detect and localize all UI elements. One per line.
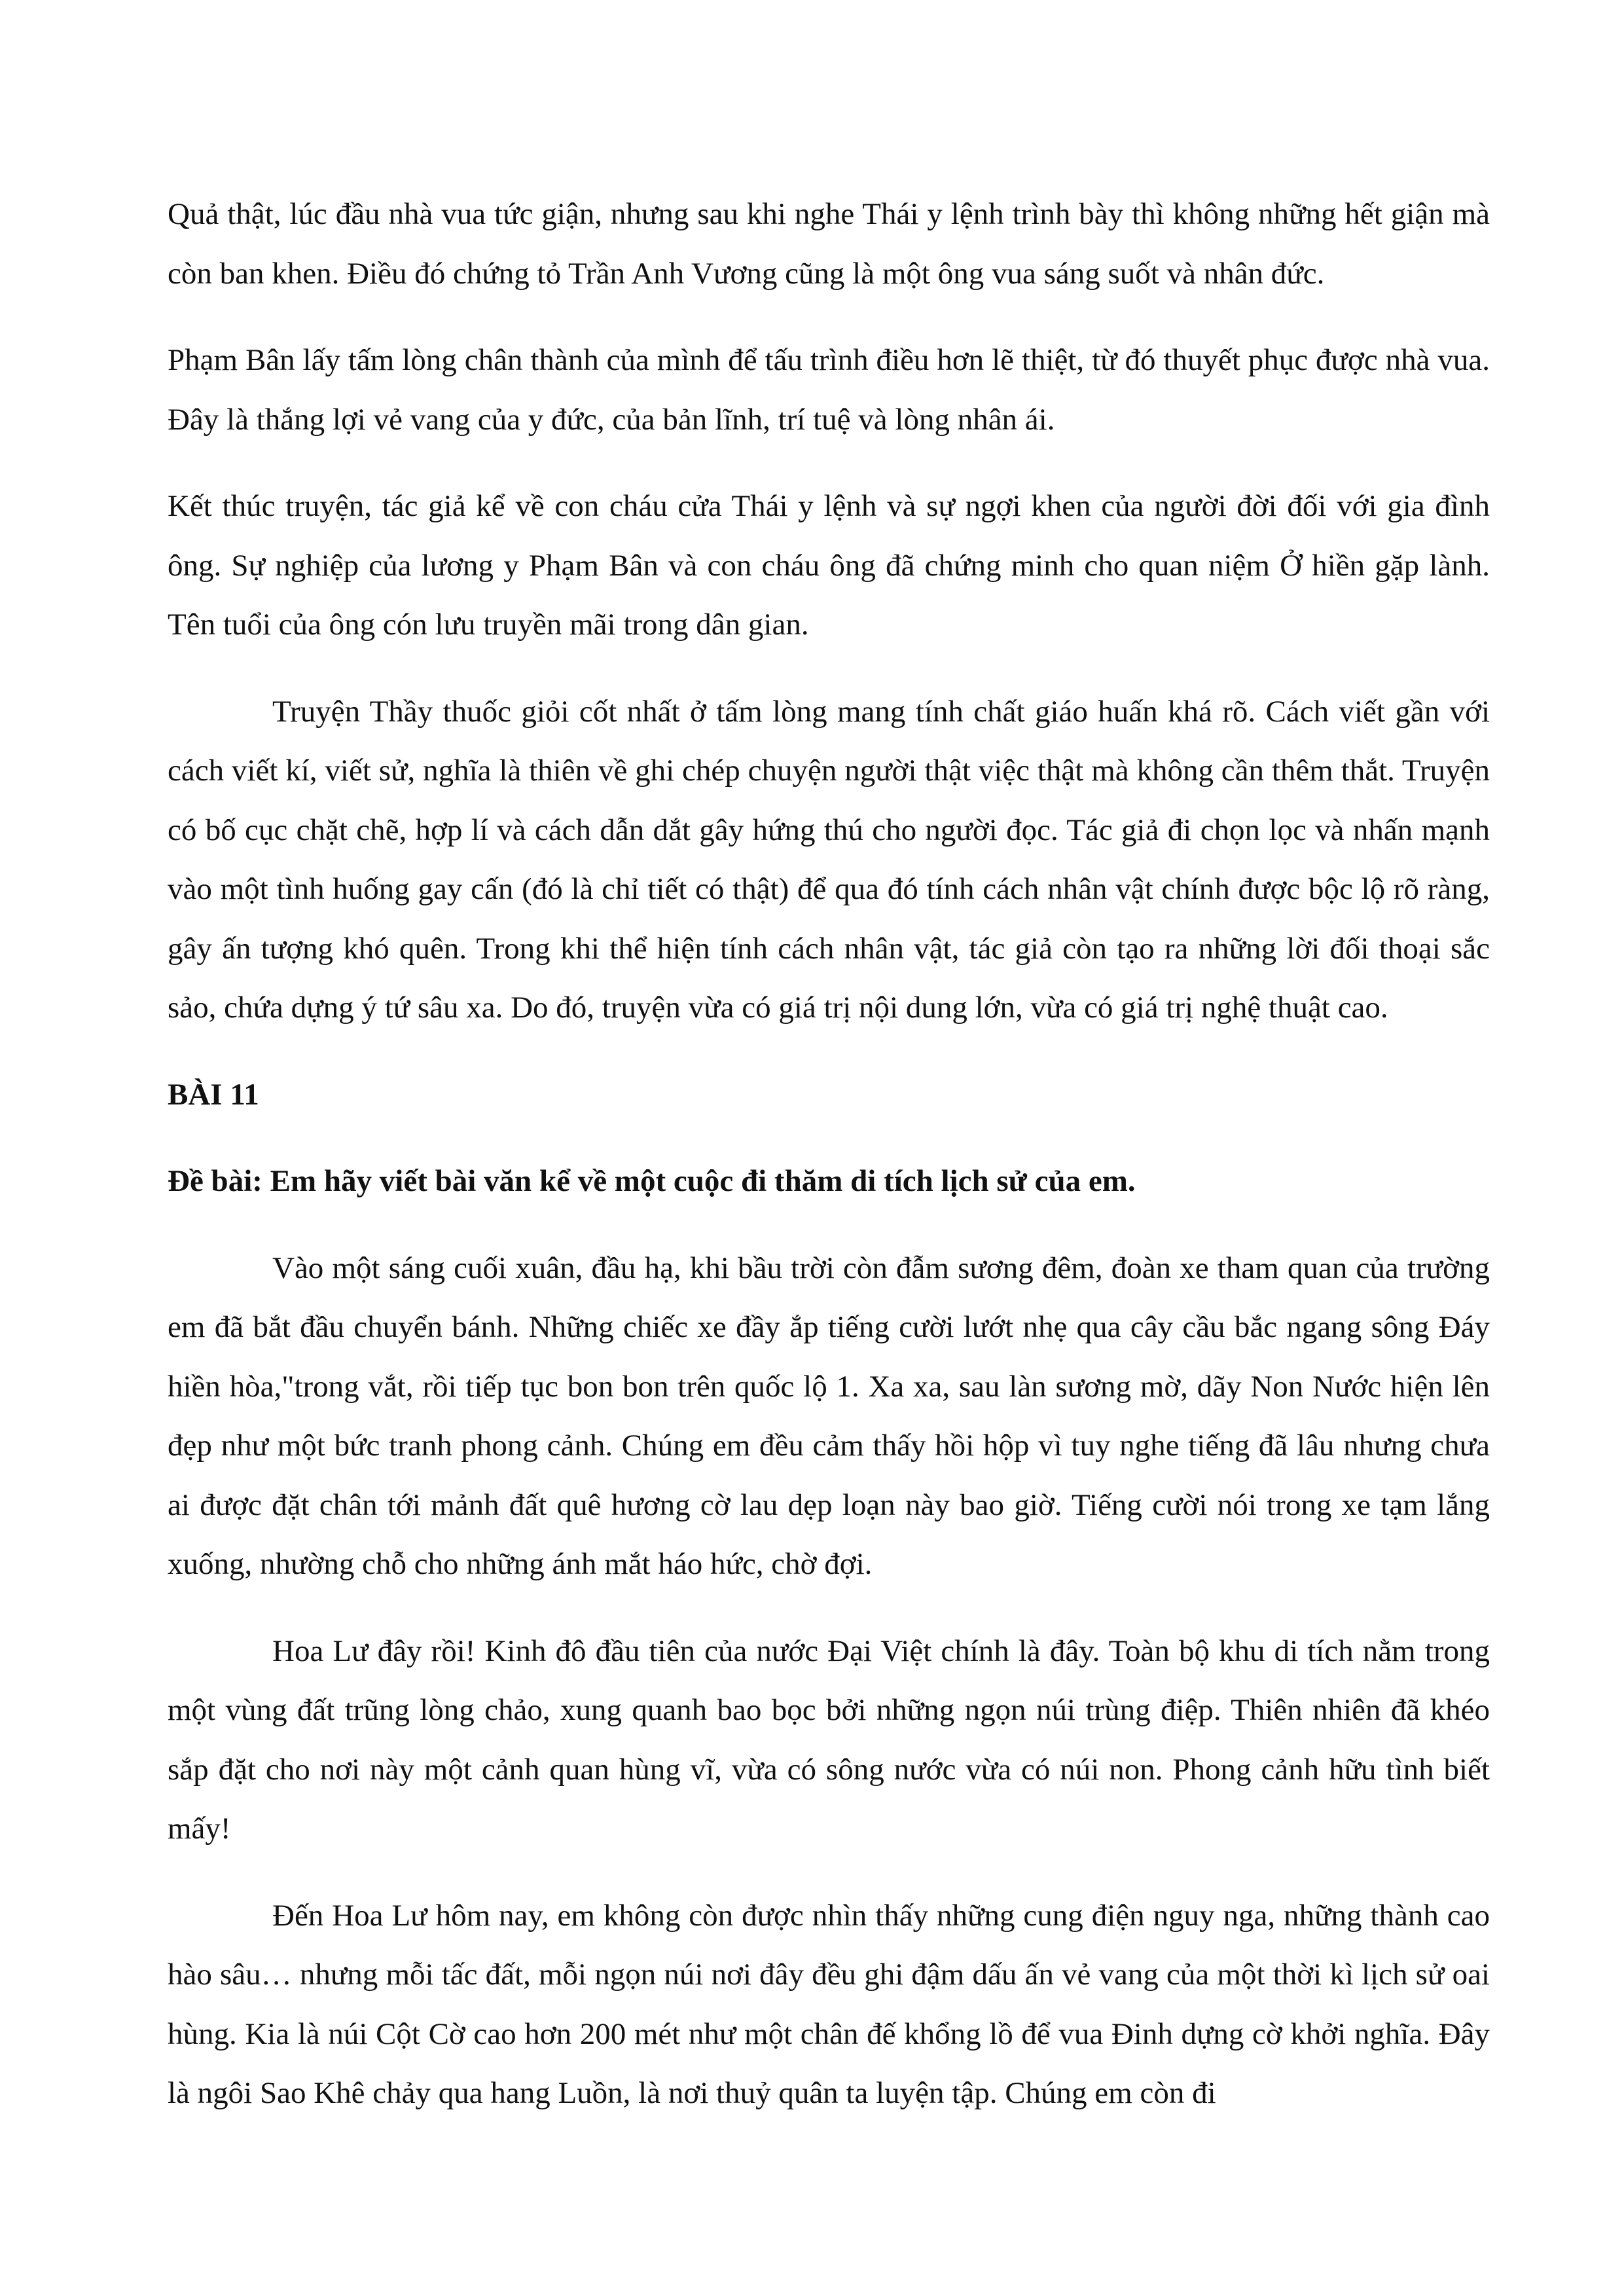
- paragraph-essay-hoa-lu: Hoa Lư đây rồi! Kinh đô đầu tiên của nước Đại Việt chính là đây. Toàn bộ khu di tích nằm trong một vùng đất trũng lòng chảo, xung quanh bao bọc bởi những ngọn núi trùng điệp. Thiên nhiên đã khéo sắp đặt cho nơi này một cảnh quan hùng vĩ, vừa có sông nước vừa có núi non. Phong cảnh hữu tình biết mấy!: [168, 1633, 1490, 1846]
- paragraph-pham-ban-sincerity: Phạm Bân lấy tấm lòng chân thành của mình để tấu trình điều hơn lẽ thiệt, từ đó thuyết phục được nhà vua. Đây là thắng lợi vẻ vang của y đức, của bản lĩnh, trí tuệ và lòng nhân ái.: [168, 343, 1490, 437]
- paragraph-essay-journey: Vào một sáng cuối xuân, đầu hạ, khi bầu trời còn đẫm sương đêm, đoàn xe tham quan của trường em đã bắt đầu chuyển bánh. Những chiếc xe đầy ắp tiếng cười lướt nhẹ qua cây cầu bắc ngang sông Đáy hiền hòa,"trong vắt, rồi tiếp tục bon bon trên quốc lộ 1. Xa xa, sau làn sương mờ, dãy Non Nước hiện lên đẹp như một bức tranh phong cảnh. Chúng em đều cảm thấy hồi hộp vì tuy nghe tiếng đã lâu nhưng chưa ai được đặt chân tới mảnh đất quê hương cờ lau dẹp loạn này bao giờ. Tiếng cười nói trong xe tạm lắng xuống, nhường chỗ cho những ánh mắt háo hức, chờ đợi.: [168, 1250, 1490, 1581]
- essay-prompt: Đề bài: Em hãy viết bài văn kể về một cuộc đi thăm di tích lịch sử của em.: [168, 1164, 1136, 1198]
- paragraph-king-reaction: Quả thật, lúc đầu nhà vua tức giận, nhưng sau khi nghe Thái y lệnh trình bày thì không những hết giận mà còn ban khen. Điều đó chứng tỏ Trần Anh Vương cũng là một ông vua sáng suốt và nhân đức.: [168, 197, 1490, 291]
- paragraph-story-ending: Kết thúc truyện, tác giả kể về con cháu cửa Thái y lệnh và sự ngợi khen của người đời đối với gia đình ông. Sự nghiệp của lương y Phạm Bân và con cháu ông đã chứng minh cho quan niệm Ở hiền gặp lành. Tên tuổi của ông cón lưu truyền mãi trong dân gian.: [168, 489, 1490, 642]
- paragraph-story-evaluation: Truyện Thầy thuốc giỏi cốt nhất ở tấm lòng mang tính chất giáo huấn khá rõ. Cách viết gần với cách viết kí, viết sử, nghĩa là thiên về ghi chép chuyện người thật việc thật mà không cần thêm thắt. Truyện có bố cục chặt chẽ, hợp lí và cách dẫn dắt gây hứng thú cho người đọc. Tác giả đi chọn lọc và nhấn mạnh vào một tình huống gay cấn (đó là chỉ tiết có thật) để qua đó tính cách nhân vật chính được bộc lộ rõ ràng, gây ấn tượng khó quên. Trong khi thể hiện tính cách nhân vật, tác giả còn tạo ra những lời đối thoại sắc sảo, chứa dựng ý tứ sâu xa. Do đó, truyện vừa có giá trị nội dung lớn, vừa có giá trị nghệ thuật cao.: [168, 694, 1490, 1025]
- document-page: [168, 185, 1490, 2151]
- paragraph-essay-historic-sites: Đến Hoa Lư hôm nay, em không còn được nhìn thấy những cung điện nguy nga, những thành cao hào sâu… nhưng mỗi tấc đất, mỗi ngọn núi nơi đây đều ghi đậm dấu ấn vẻ vang của một thời kì lịch sử oai hùng. Kia là núi Cột Cờ cao hơn 200 mét như một chân đế khổng lồ để vua Đinh dựng cờ khởi nghĩa. Đây là ngôi Sao Khê chảy qua hang Luồn, là nơi thuỷ quân ta luyện tập. Chúng em còn đi: [168, 1898, 1490, 2110]
- lesson-title: BÀI 11: [168, 1077, 259, 1112]
